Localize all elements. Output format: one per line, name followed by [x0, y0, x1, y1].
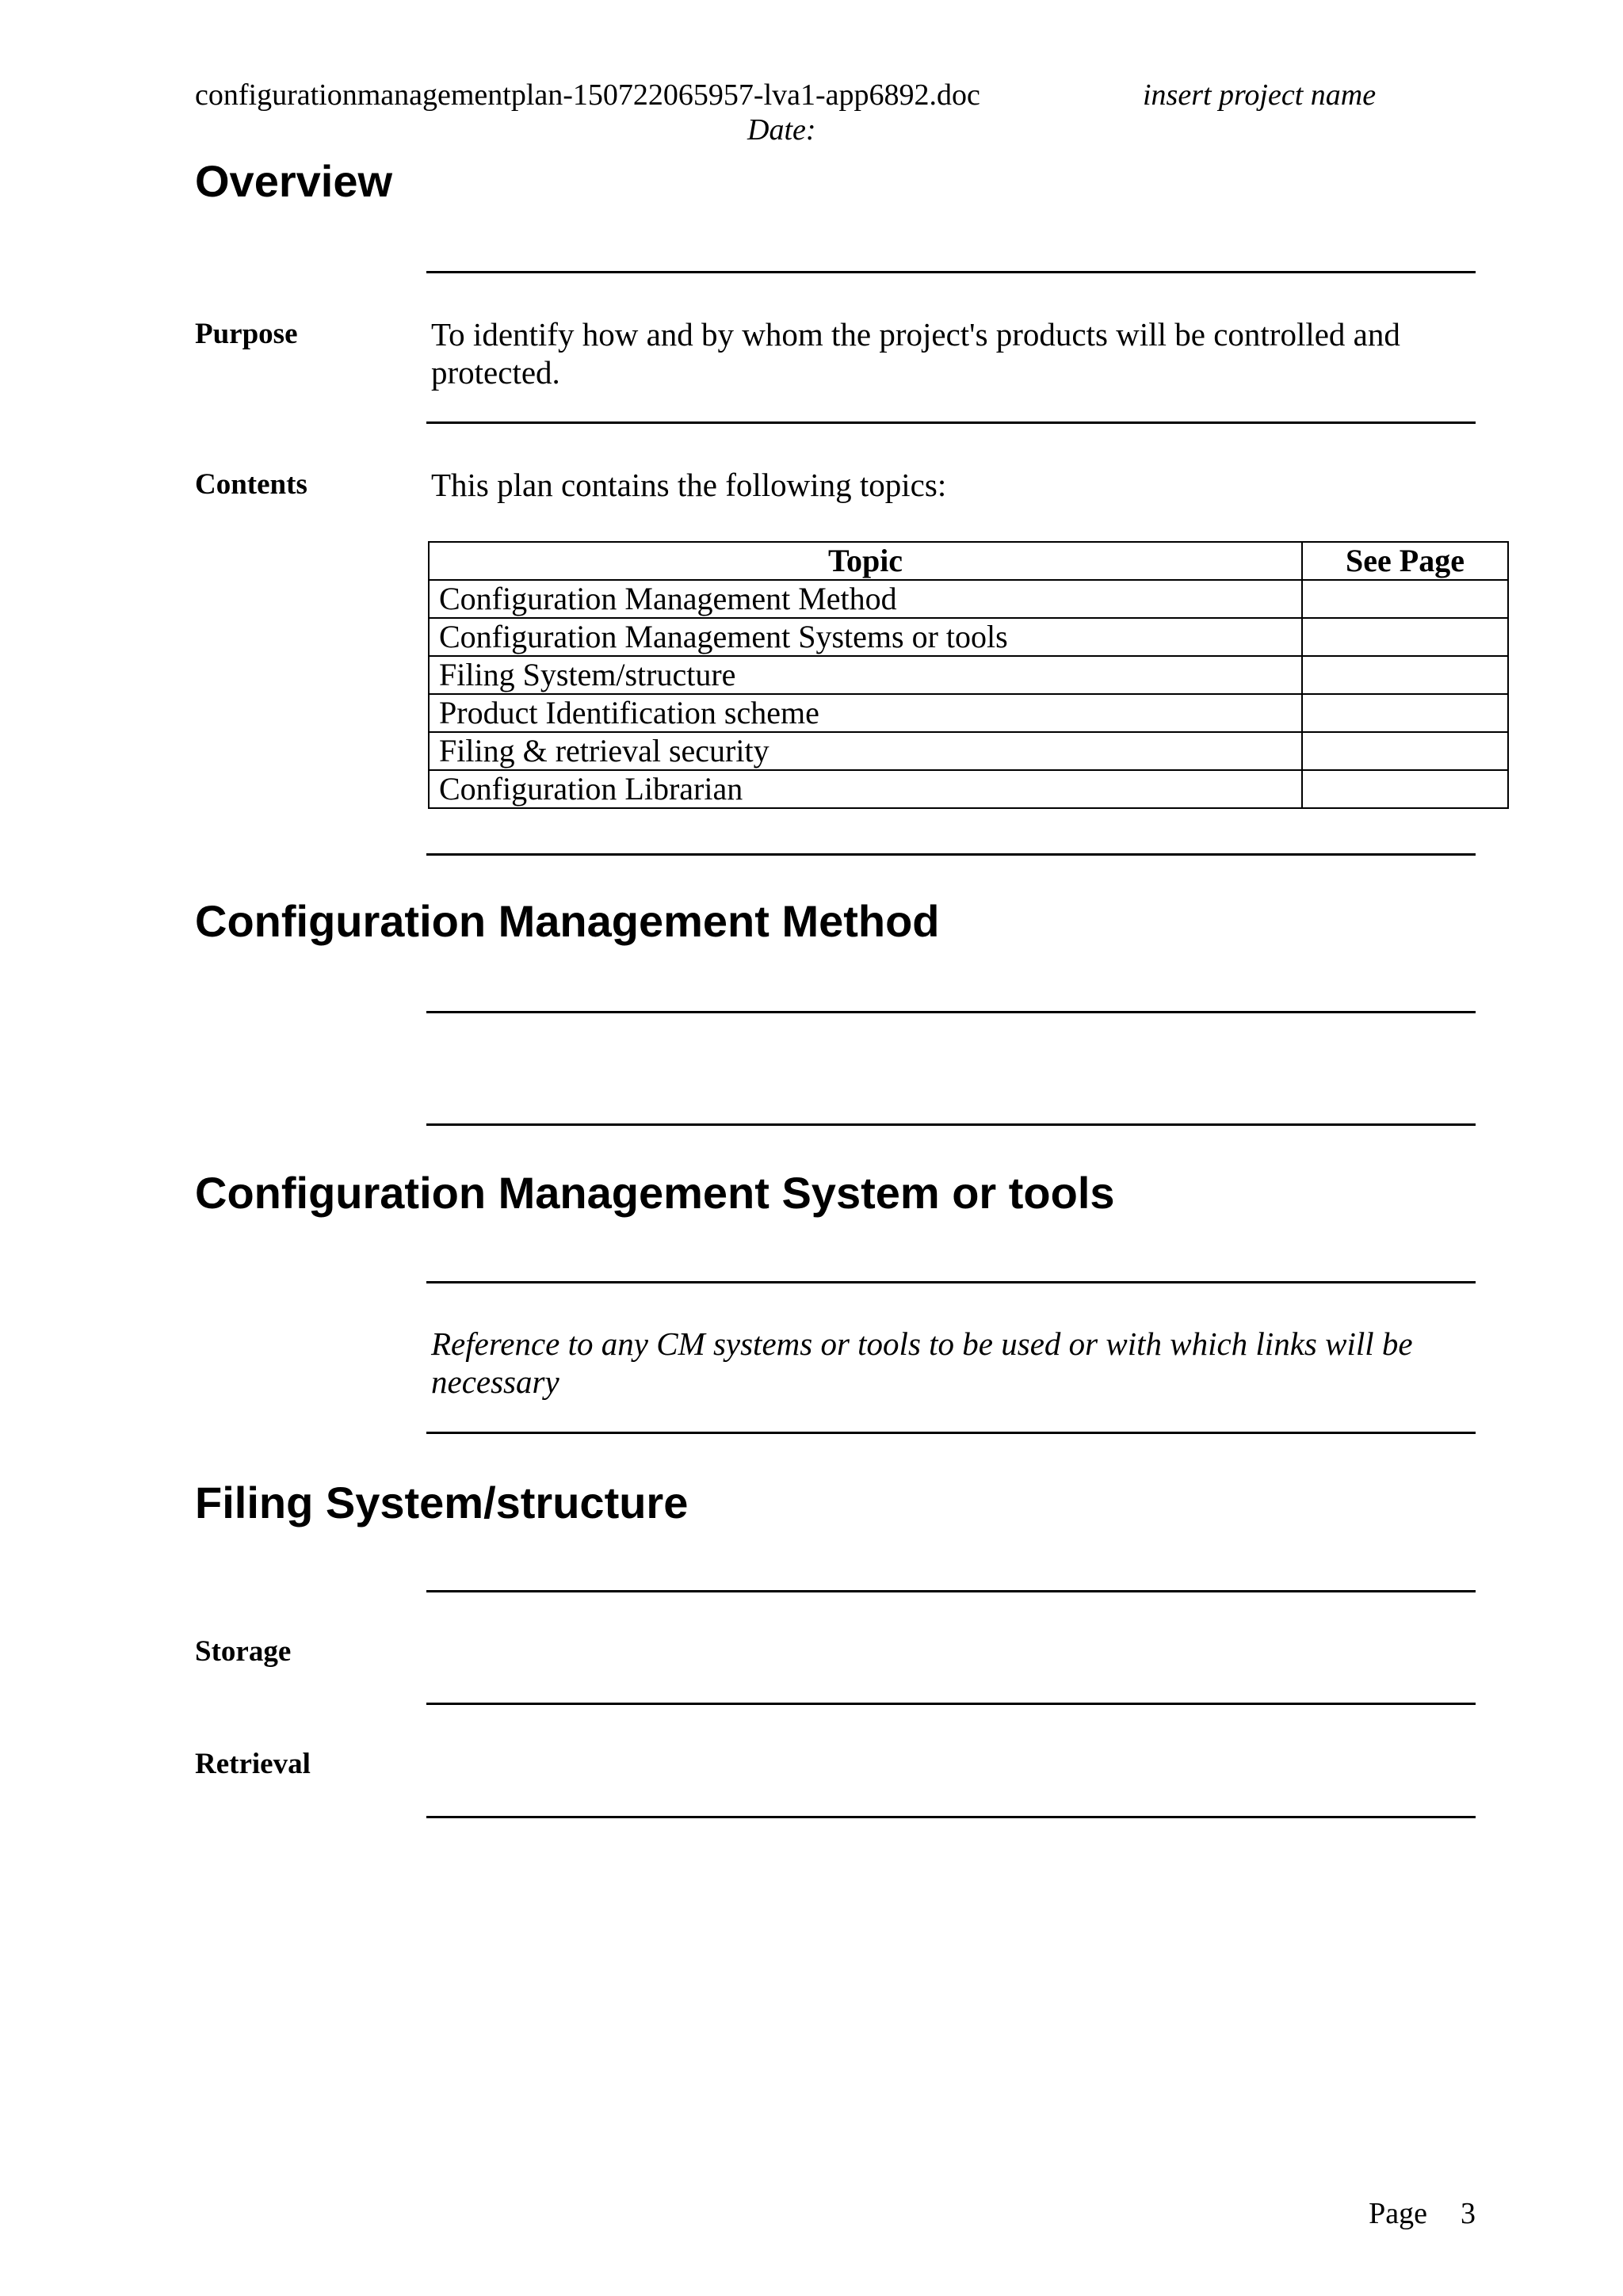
topic-cell: Filing & retrieval security: [429, 732, 1302, 770]
purpose-text: To identify how and by whom the project's products will be controlled and protected.: [431, 316, 1400, 391]
divider: [426, 1816, 1476, 1818]
page-cell: [1302, 770, 1508, 808]
filing-heading: Filing System/structure: [195, 1478, 689, 1527]
topic-cell: Configuration Management Systems or tools: [429, 618, 1302, 656]
page-cell: [1302, 732, 1508, 770]
divider: [426, 1432, 1476, 1434]
table-row: [429, 770, 1508, 808]
page-label: Page: [1369, 2197, 1427, 2230]
header-date-label: Date:: [747, 113, 816, 147]
table-row: [429, 732, 1508, 770]
column-header-see-page: See Page: [1302, 542, 1508, 580]
divider: [426, 271, 1476, 273]
table-header-row: [429, 542, 1508, 580]
divider: [426, 1590, 1476, 1592]
overview-heading: Overview: [195, 156, 393, 206]
topic-cell: Configuration Management Method: [429, 580, 1302, 618]
divider: [426, 1703, 1476, 1705]
divider: [426, 1123, 1476, 1126]
cm-method-heading: Configuration Management Method: [195, 896, 940, 946]
table-row: [429, 694, 1508, 732]
page-cell: [1302, 618, 1508, 656]
divider: [426, 421, 1476, 424]
page-cell: [1302, 580, 1508, 618]
page-cell: [1302, 694, 1508, 732]
header-project-name: insert project name: [1143, 78, 1377, 112]
table-row: [429, 656, 1508, 694]
cm-tools-note: Reference to any CM systems or tools to be used or with which links will be necessary: [431, 1325, 1413, 1400]
storage-label: Storage: [195, 1635, 292, 1668]
page-footer: [1369, 2196, 1476, 2231]
contents-table: [428, 541, 1509, 809]
divider: [426, 1011, 1476, 1013]
page-cell: [1302, 656, 1508, 694]
page-number: 3: [1461, 2197, 1476, 2230]
contents-label: Contents: [195, 468, 307, 501]
contents-text: This plan contains the following topics:: [431, 467, 947, 503]
retrieval-label: Retrieval: [195, 1748, 311, 1780]
topic-cell: Filing System/structure: [429, 656, 1302, 694]
topic-cell: Configuration Librarian: [429, 770, 1302, 808]
purpose-label: Purpose: [195, 318, 298, 350]
divider: [426, 853, 1476, 856]
cm-tools-heading: Configuration Management System or tools: [195, 1168, 1115, 1218]
column-header-topic: Topic: [429, 542, 1302, 580]
table-row: [429, 618, 1508, 656]
table-row: [429, 580, 1508, 618]
header-filename: configurationmanagementplan-150722065957-lva1-app6892.doc: [195, 78, 980, 112]
topic-cell: Product Identification scheme: [429, 694, 1302, 732]
divider: [426, 1281, 1476, 1283]
